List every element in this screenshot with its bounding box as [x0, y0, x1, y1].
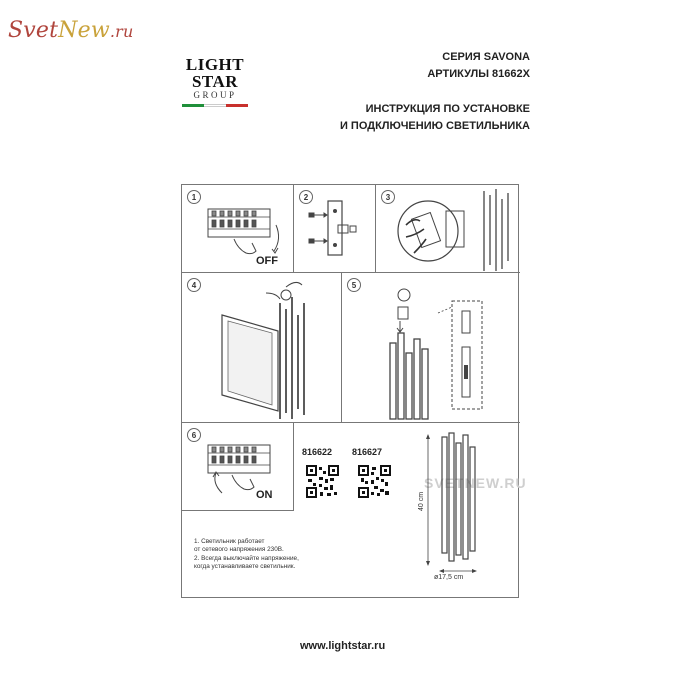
lightstar-logo	[182, 56, 248, 126]
lamp-dimension-drawing-icon	[420, 431, 480, 581]
wiring-connection-icon	[376, 185, 520, 273]
step-2-number: 2	[299, 190, 313, 204]
step-6-panel	[182, 423, 294, 511]
bulb-install-icon	[342, 273, 520, 423]
installation-notes	[194, 538, 384, 571]
step-4-panel	[182, 273, 342, 423]
lightstar-logo-line1: LIGHT	[185, 55, 245, 74]
svetnew-logo	[8, 18, 134, 43]
svetnew-logo-part3: .ru	[109, 22, 134, 41]
footer-url: www.lightstar.ru	[300, 640, 386, 652]
series-header	[370, 49, 530, 83]
diameter-dimension: ø17,5 cm	[434, 574, 464, 581]
step-4-number: 4	[187, 278, 201, 292]
articles-title: АРТИКУЛЫ 81662X	[427, 68, 530, 80]
note-line-3: 2. Всегда выключайте напряжение,	[194, 554, 299, 562]
note-line-2: от сетевого напряжения 230В.	[194, 546, 284, 554]
italian-flag-icon	[182, 104, 248, 107]
step-3-panel	[376, 185, 520, 273]
mounting-bracket-icon	[294, 185, 376, 273]
article-816622: 816622	[302, 447, 333, 457]
article-816627: 816627	[352, 447, 383, 457]
svetnew-logo-part2: New	[58, 18, 110, 43]
step-3-number: 3	[381, 190, 395, 204]
qr-code-816622-icon	[306, 465, 339, 498]
lamp-attach-icon	[182, 273, 342, 423]
lightstar-logo-line3: GROUP	[193, 90, 237, 100]
svetnew-logo-part1: Svet	[8, 18, 59, 43]
on-label: ON	[256, 489, 273, 501]
lightstar-logo-line2: STAR	[191, 72, 239, 91]
off-label: OFF	[256, 255, 278, 267]
qr-code-816627-icon	[358, 465, 391, 498]
step-1-panel	[182, 185, 294, 273]
note-line-4: когда устанавливаете светильник.	[194, 562, 296, 570]
instruction-sheet	[181, 184, 527, 598]
instruction-line2: И ПОДКЛЮЧЕНИЮ СВЕТИЛЬНИКА	[339, 120, 530, 132]
step-5-panel	[342, 273, 520, 423]
site-watermark: SVETNEW.RU	[424, 475, 527, 491]
instruction-header	[280, 101, 530, 135]
step-1-number: 1	[187, 190, 201, 204]
height-dimension: 40 cm	[418, 491, 425, 511]
series-title: СЕРИЯ SAVONA	[442, 51, 530, 63]
circuit-breaker-on-icon	[182, 423, 294, 511]
step-5-number: 5	[347, 278, 361, 292]
instruction-line1: ИНСТРУКЦИЯ ПО УСТАНОВКЕ	[365, 103, 530, 115]
note-line-1: 1. Светильник работает	[194, 538, 265, 545]
step-2-panel	[294, 185, 376, 273]
step-6-number: 6	[187, 428, 201, 442]
